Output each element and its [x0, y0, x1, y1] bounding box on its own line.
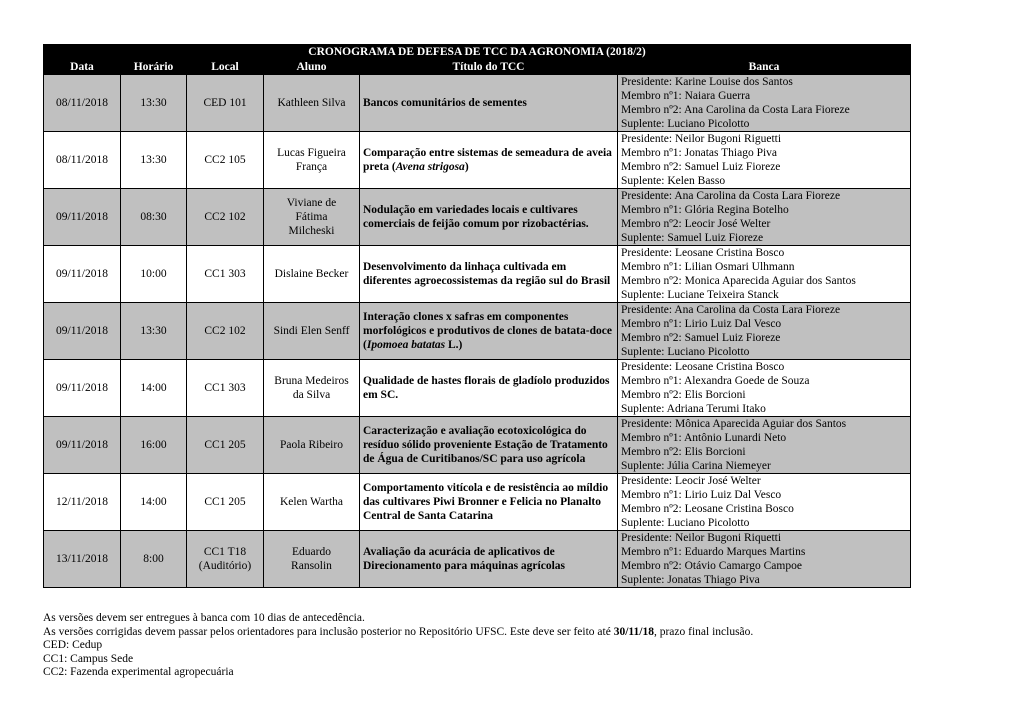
- note-repository: [43, 626, 943, 640]
- banca-line: Suplente: Jonatas Thiago Piva: [621, 574, 760, 586]
- banca-line: Suplente: Júlia Carina Niemeyer: [621, 460, 771, 472]
- banca-line: Membro nº1: Alexandra Goede de Souza: [621, 375, 810, 387]
- cell-banca: [618, 360, 911, 417]
- banca-line: Membro nº2: Samuel Luiz Fioreze: [621, 332, 781, 344]
- cell-data: 09/11/2018: [44, 303, 121, 360]
- table-row: [44, 474, 911, 531]
- cell-titulo: Qualidade de hastes florais de gladíolo produzidos em SC.: [360, 360, 618, 417]
- cell-horario: 08:30: [121, 189, 187, 246]
- aluno-line: Kelen Wartha: [279, 496, 344, 508]
- cell-local: [187, 75, 264, 132]
- banca-line: Suplente: Luciano Picolotto: [621, 118, 750, 130]
- banca-line: Membro nº2: Elis Borcioni: [621, 389, 746, 401]
- cell-data: 13/11/2018: [44, 531, 121, 588]
- table-row: [44, 531, 911, 588]
- cell-horario: 13:30: [121, 132, 187, 189]
- cell-titulo: Interação clones x safras em componentes morfológicos e produtivos de clones de batata-doce (Ipomoea batatas L.): [360, 303, 618, 360]
- table-row: [44, 75, 911, 132]
- banca-line: Suplente: Luciane Teixeira Stanck: [621, 289, 779, 301]
- local-line: CC1 205: [204, 439, 246, 451]
- banca-line: Presidente: Neilor Bugoni Riquetti: [621, 532, 782, 544]
- table-row: [44, 246, 911, 303]
- aluno-line: Sindi Elen Senff: [273, 325, 350, 337]
- cell-data: 09/11/2018: [44, 360, 121, 417]
- cell-titulo: Caracterização e avaliação ecotoxicológica do resíduo sólido proveniente Estação de Tratamento de Água de Curitibanos/SC para uso agrícola: [360, 417, 618, 474]
- banca-line: Membro nº2: Leocir José Welter: [621, 218, 771, 230]
- cell-horario: 16:00: [121, 417, 187, 474]
- banca-line: Suplente: Adriana Terumi Itako: [621, 403, 766, 415]
- cell-local: [187, 132, 264, 189]
- table-row: [44, 189, 911, 246]
- cell-aluno: [264, 75, 360, 132]
- banca-line: Suplente: Samuel Luiz Fioreze: [621, 232, 764, 244]
- note-deadline: As versões devem ser entregues à banca com 10 dias de antecedência.: [43, 612, 365, 624]
- cell-local: [187, 417, 264, 474]
- cell-banca: [618, 246, 911, 303]
- aluno-line: Viviane de: [286, 197, 337, 209]
- banca-line: Membro nº1: Jonatas Thiago Piva: [621, 147, 778, 159]
- cell-aluno: [264, 360, 360, 417]
- cell-aluno: [264, 132, 360, 189]
- cell-data: 09/11/2018: [44, 246, 121, 303]
- cell-horario: 14:00: [121, 474, 187, 531]
- table-title: CRONOGRAMA DE DEFESA DE TCC DA AGRONOMIA (2018/2): [44, 45, 911, 60]
- cell-data: 08/11/2018: [44, 132, 121, 189]
- banca-line: Presidente: Ana Carolina da Costa Lara Fioreze: [621, 190, 841, 202]
- cell-aluno: [264, 531, 360, 588]
- cell-horario: 10:00: [121, 246, 187, 303]
- local-line: CED 101: [203, 97, 247, 109]
- banca-line: Presidente: Karine Louise dos Santos: [621, 76, 793, 88]
- banca-line: Membro nº1: Lirio Luiz Dal Vesco: [621, 489, 782, 501]
- cell-horario: 13:30: [121, 75, 187, 132]
- banca-line: Presidente: Ana Carolina da Costa Lara Fioreze: [621, 304, 841, 316]
- aluno-line: Paola Ribeiro: [280, 439, 343, 451]
- cell-local: [187, 246, 264, 303]
- cell-banca: [618, 189, 911, 246]
- schedule-table: [43, 44, 911, 588]
- note-repository-date: 30/11/18: [613, 625, 654, 638]
- local-line: CC1 303: [204, 382, 246, 394]
- note-repository-suffix: , prazo final inclusão.: [653, 625, 754, 638]
- aluno-line: da Silva: [292, 389, 331, 401]
- local-line: CC2 102: [204, 325, 246, 337]
- cell-local: [187, 189, 264, 246]
- cell-local: [187, 303, 264, 360]
- legend-cc1: CC1: Campus Sede: [43, 652, 134, 665]
- footnotes: [43, 612, 943, 680]
- local-line: CC2 102: [204, 211, 246, 223]
- cell-titulo: Comparação entre sistemas de semeadura de aveia preta (Avena strigosa): [360, 132, 618, 189]
- cell-horario: 13:30: [121, 303, 187, 360]
- header-data: Data: [44, 60, 121, 75]
- banca-line: Membro nº1: Antônio Lunardi Neto: [621, 432, 787, 444]
- header-titulo: Título do TCC: [360, 60, 618, 75]
- cell-banca: [618, 531, 911, 588]
- cell-data: 12/11/2018: [44, 474, 121, 531]
- cell-local: [187, 360, 264, 417]
- table-row: [44, 417, 911, 474]
- aluno-line: Bruna Medeiros: [274, 375, 349, 387]
- cell-banca: [618, 474, 911, 531]
- banca-line: Membro nº2: Ana Carolina da Costa Lara Fioreze: [621, 104, 850, 116]
- aluno-line: Milcheski: [288, 225, 335, 237]
- cell-titulo: Avaliação da acurácia de aplicativos de Direcionamento para máquinas agrícolas: [360, 531, 618, 588]
- local-line: (Auditório): [198, 560, 252, 572]
- local-line: CC1 205: [204, 496, 246, 508]
- scientific-name: Ipomoea batatas: [366, 339, 446, 351]
- legend-cc2: CC2: Fazenda experimental agropecuária: [43, 666, 234, 679]
- banca-line: Membro nº2: Monica Aparecida Aguiar dos Santos: [621, 275, 856, 287]
- table-row: [44, 360, 911, 417]
- banca-line: Presidente: Leosane Cristina Bosco: [621, 247, 785, 259]
- local-line: CC1 303: [204, 268, 246, 280]
- cell-banca: [618, 417, 911, 474]
- banca-line: Membro nº2: Samuel Luiz Fioreze: [621, 161, 781, 173]
- banca-line: Membro nº1: Naiara Guerra: [621, 90, 751, 102]
- banca-line: Membro nº1: Lirio Luiz Dal Vesco: [621, 318, 782, 330]
- cell-titulo: Desenvolvimento da linhaça cultivada em diferentes agroecossistemas da região sul do Brasil: [360, 246, 618, 303]
- local-line: CC2 105: [204, 154, 246, 166]
- cell-titulo: Comportamento vitícola e de resistência ao míldio das cultivares Piwi Bronner e Felicia no Planalto Central de Santa Catarina: [360, 474, 618, 531]
- banca-line: Membro nº2: Elis Borcioni: [621, 446, 746, 458]
- cell-aluno: [264, 474, 360, 531]
- banca-line: Membro nº2: Otávio Camargo Campoe: [621, 560, 802, 572]
- local-line: CC1 T18: [203, 546, 247, 558]
- aluno-line: Fátima: [295, 211, 328, 223]
- header-local: Local: [187, 60, 264, 75]
- cell-local: [187, 474, 264, 531]
- aluno-line: Ransolin: [291, 560, 332, 572]
- scientific-name: Avena strigosa: [395, 161, 465, 173]
- legend-ced: CED: Cedup: [43, 639, 103, 652]
- banca-line: Presidente: Leocir José Welter: [621, 475, 761, 487]
- cell-titulo: Nodulação em variedades locais e cultivares comerciais de feijão comum por rizobactérias.: [360, 189, 618, 246]
- header-aluno: Aluno: [264, 60, 360, 75]
- header-horario: Horário: [121, 60, 187, 75]
- banca-line: Membro nº1: Eduardo Marques Martins: [621, 546, 806, 558]
- cell-local: [187, 531, 264, 588]
- cell-horario: 14:00: [121, 360, 187, 417]
- aluno-line: Dislaine Becker: [274, 268, 349, 280]
- banca-line: Presidente: Mônica Aparecida Aguiar dos Santos: [621, 418, 847, 430]
- cell-data: 09/11/2018: [44, 417, 121, 474]
- cell-data: 09/11/2018: [44, 189, 121, 246]
- banca-line: Suplente: Kelen Basso: [621, 175, 726, 187]
- cell-aluno: [264, 189, 360, 246]
- note-repository-prefix: As versões corrigidas devem passar pelos orientadores para inclusão posterior no Repositório UFSC. Este deve ser feito até: [43, 625, 614, 638]
- aluno-line: Eduardo: [292, 546, 331, 558]
- cell-aluno: [264, 303, 360, 360]
- cell-horario: 8:00: [121, 531, 187, 588]
- cell-banca: [618, 303, 911, 360]
- aluno-line: França: [295, 161, 328, 173]
- cell-titulo: Bancos comunitários de sementes: [360, 75, 618, 132]
- aluno-line: Kathleen Silva: [277, 97, 346, 109]
- cell-aluno: [264, 246, 360, 303]
- table-row: [44, 132, 911, 189]
- banca-line: Presidente: Leosane Cristina Bosco: [621, 361, 785, 373]
- banca-line: Membro nº2: Leosane Cristina Bosco: [621, 503, 794, 515]
- banca-line: Suplente: Luciano Picolotto: [621, 517, 750, 529]
- aluno-line: Lucas Figueira: [277, 147, 346, 159]
- banca-line: Suplente: Luciano Picolotto: [621, 346, 750, 358]
- cell-data: 08/11/2018: [44, 75, 121, 132]
- banca-line: Membro nº1: Lilian Osmari Ulhmann: [621, 261, 795, 273]
- header-banca: Banca: [618, 60, 911, 75]
- cell-banca: [618, 75, 911, 132]
- cell-aluno: [264, 417, 360, 474]
- banca-line: Membro nº1: Glória Regina Botelho: [621, 204, 789, 216]
- cell-banca: [618, 132, 911, 189]
- banca-line: Presidente: Neilor Bugoni Riguetti: [621, 133, 782, 145]
- table-row: [44, 303, 911, 360]
